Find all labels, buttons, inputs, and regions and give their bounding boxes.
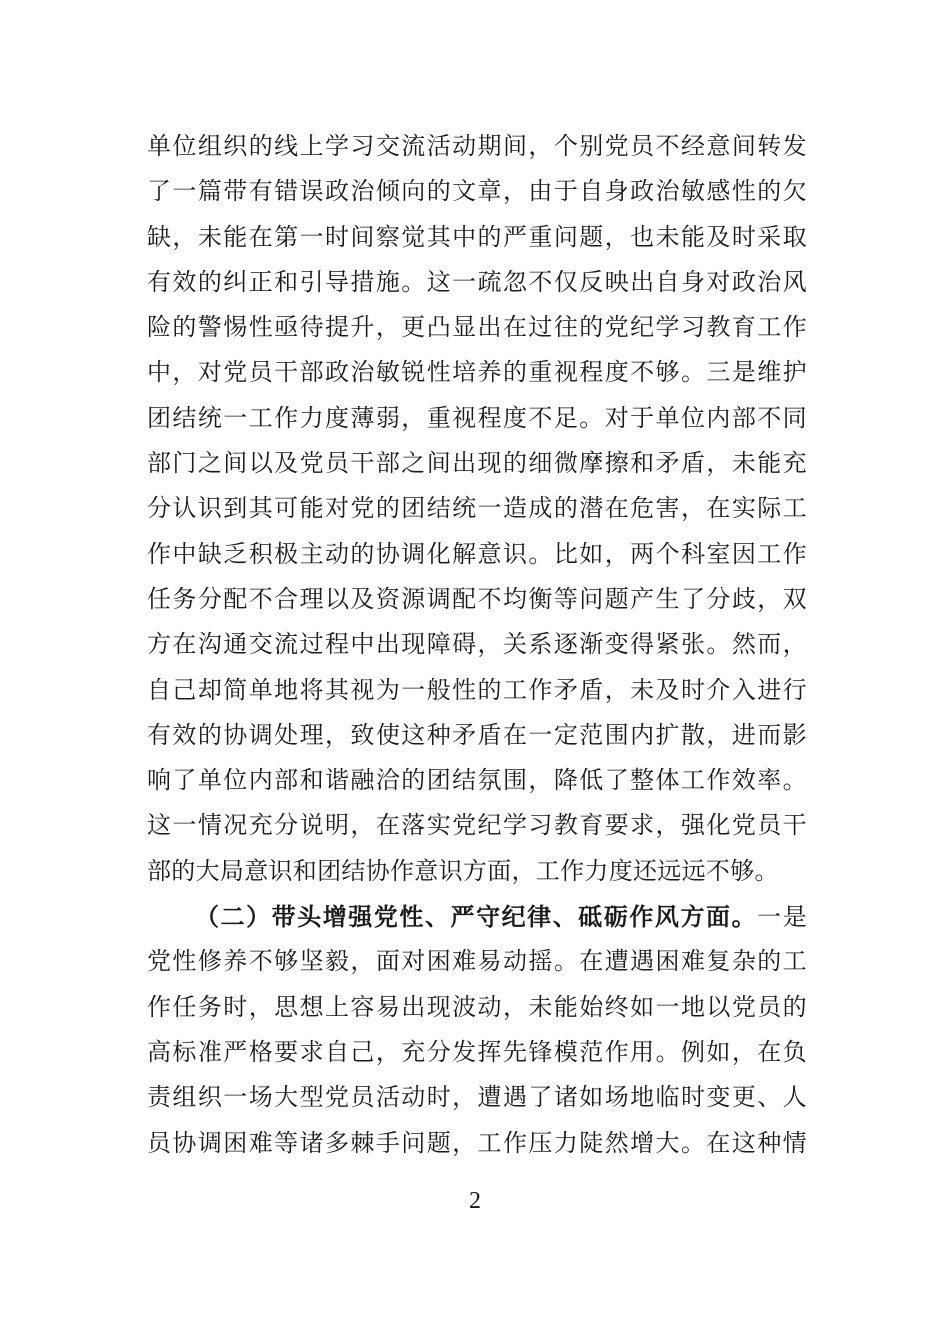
- text-line: 分认识到其可能对党的团结统一造成的潜在危害，在实际工: [147, 494, 807, 523]
- body-text: [147, 124, 807, 1166]
- page-number: 2: [469, 1188, 481, 1214]
- text-line: 高标准严格要求自己，充分发挥先锋模范作用。例如，在负: [147, 1037, 807, 1066]
- text-line: 中，对党员干部政治敏锐性培养的重视程度不够。三是维护: [147, 358, 807, 387]
- text-line: 缺，未能在第一时间察觉其中的严重问题，也未能及时采取: [147, 222, 807, 251]
- text-line: 责组织一场大型党员活动时，遭遇了诸如场地临时变更、人: [147, 1083, 807, 1112]
- text-line: 部的大局意识和团结协作意识方面，工作力度还远远不够。: [147, 856, 779, 885]
- section-heading-line: [147, 894, 807, 939]
- text-line: 单位组织的线上学习交流活动期间，个别党员不经意间转发: [147, 132, 807, 160]
- text-line: 了一篇带有错误政治倾向的文章，由于自身政治敏感性的欠: [147, 177, 807, 206]
- text-line: 方在沟通交流过程中出现障碍，关系逐渐变得紧张。然而，: [147, 630, 807, 659]
- text-line: 有效的协调处理，致使这种矛盾在一定范围内扩散，进而影: [147, 720, 807, 749]
- section-heading-tail: 一是: [757, 903, 807, 932]
- text-line: 自己却简单地将其视为一般性的工作矛盾，未及时介入进行: [147, 675, 807, 704]
- text-line: 响了单位内部和谐融洽的团结氛围，降低了整体工作效率。: [147, 766, 807, 795]
- text-line: 有效的纠正和引导措施。这一疏忽不仅反映出自身对政治风: [147, 267, 807, 296]
- text-line: 任务分配不合理以及资源调配不均衡等问题产生了分歧，双: [147, 584, 807, 613]
- text-line: 这一情况充分说明，在落实党纪学习教育要求，强化党员干: [147, 811, 807, 840]
- text-line: 团结统一工作力度薄弱，重视程度不足。对于单位内部不同: [147, 403, 807, 432]
- text-line: 作任务时，思想上容易出现波动，未能始终如一地以党员的: [147, 992, 807, 1021]
- text-line: 作中缺乏积极主动的协调化解意识。比如，两个科室因工作: [147, 539, 807, 568]
- text-line: 部门之间以及党员干部之间出现的细微摩擦和矛盾，未能充: [147, 449, 807, 478]
- text-line: 员协调困难等诸多棘手问题，工作压力陡然增大。在这种情: [147, 1128, 807, 1157]
- text-line: 险的警惕性亟待提升，更凸显出在过往的党纪学习教育工作: [147, 313, 807, 342]
- text-line: 党性修养不够坚毅，面对困难易动摇。在遭遇困难复杂的工: [147, 947, 807, 976]
- section-heading: （二）带头增强党性、严守纪律、砥砺作风方面。: [195, 902, 758, 932]
